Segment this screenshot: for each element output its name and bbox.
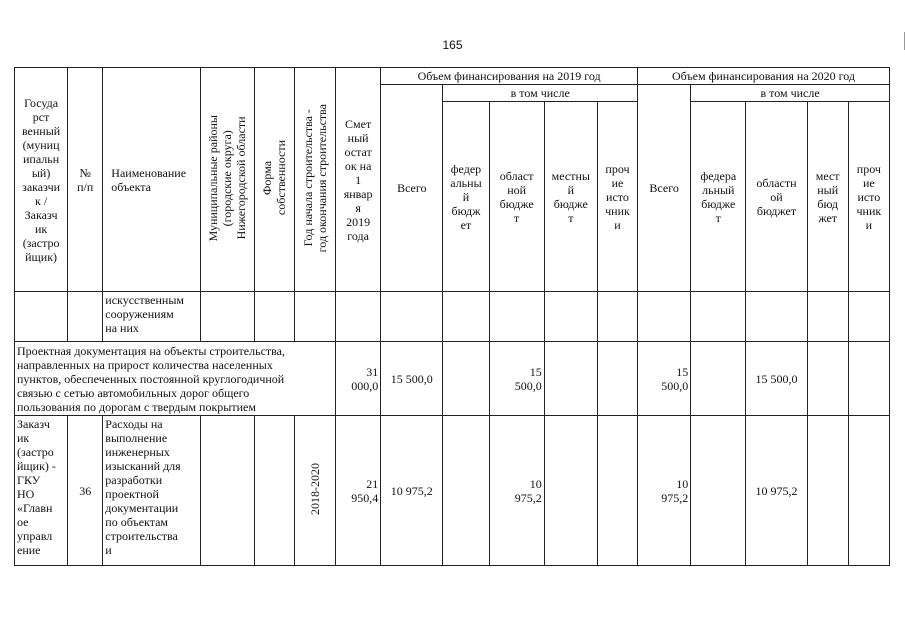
header-fin-2020: Объем финансирования на 2020 год — [638, 68, 890, 85]
header-incl-2020: в том числе — [691, 85, 890, 102]
section-title: Проектная документация на объекты строительства, направленных на прирост количества населенных пунктов, обеспеченных постоянной круглогодичной связью с сетью автомобильных дорог общего пользования по дорогам с твердым покрытием — [15, 342, 336, 416]
row36-name: Расходы на выполнение инженерных изысканий для разработки проектной документации по объектам строительства и — [103, 416, 200, 566]
section-estimate: 31 000,0 — [336, 342, 381, 416]
header-fin-2019: Объем финансирования на 2019 год — [381, 68, 638, 85]
header-total-2019: Всего — [381, 85, 443, 292]
row36-regional-2019: 10 975,2 — [489, 416, 544, 566]
header-local-2019: местны й бюдже т — [544, 102, 597, 292]
header-federal-2019: федер альны й бюдж ет — [443, 102, 489, 292]
table-row-36 — [15, 416, 890, 566]
row36-num: 36 — [68, 416, 103, 566]
section-total-2020: 15 500,0 — [638, 342, 691, 416]
section-regional-2019: 15 500,0 — [489, 342, 544, 416]
row36-estimate: 21 950,4 — [336, 416, 381, 566]
header-estimate: Смет ный остат ок на 1 январ я 2019 года — [336, 68, 381, 292]
page-number: 165 — [442, 38, 463, 52]
header-name: Наименование объекта — [103, 68, 200, 292]
row36-total-2020: 10 975,2 — [638, 416, 691, 566]
header-total-2020: Всего — [638, 85, 691, 292]
header-years-cell — [294, 68, 335, 292]
row36-years: 2018-2020 — [307, 463, 322, 515]
header-local-2020: мест ный бюд жет — [807, 102, 848, 292]
row36-total-2019: 10 975,2 — [381, 416, 443, 566]
header-regional-2019: област ной бюдже т — [489, 102, 544, 292]
continuation-name: искусственным сооружениям на них — [103, 292, 200, 342]
section-total-2019: 15 500,0 — [381, 342, 443, 416]
header-row-1 — [15, 68, 890, 85]
header-customer: Госуда рст венный (муниц ипальн ый) заказчи к / Заказч ик (застро йщик) — [15, 68, 68, 292]
header-years: Год начала строительства - год окончания строительства — [300, 103, 329, 253]
header-num: № п/п — [68, 68, 103, 292]
header-districts: Муниципальные районы (городские округа) Нижегородской области — [206, 114, 249, 242]
row36-regional-2020: 10 975,2 — [746, 416, 807, 566]
header-ownership: Форма собственности — [260, 140, 289, 216]
section-row — [15, 342, 890, 416]
row36-customer: Заказч ик (застро йщик) - ГКУ НО «Главн ое управл ение — [15, 416, 68, 566]
section-regional-2020: 15 500,0 — [746, 342, 807, 416]
header-districts-cell — [200, 68, 254, 292]
financing-table — [14, 67, 890, 566]
header-incl-2019: в том числе — [443, 85, 638, 102]
header-other-2019: проч ие исто чник и — [597, 102, 637, 292]
header-regional-2020: областн ой бюджет — [746, 102, 807, 292]
header-other-2020: проч ие исто чник и — [848, 102, 889, 292]
header-federal-2020: федера льный бюдже т — [691, 102, 746, 292]
row36-years-cell — [294, 416, 335, 566]
header-ownership-cell — [254, 68, 294, 292]
continuation-row — [15, 292, 890, 342]
